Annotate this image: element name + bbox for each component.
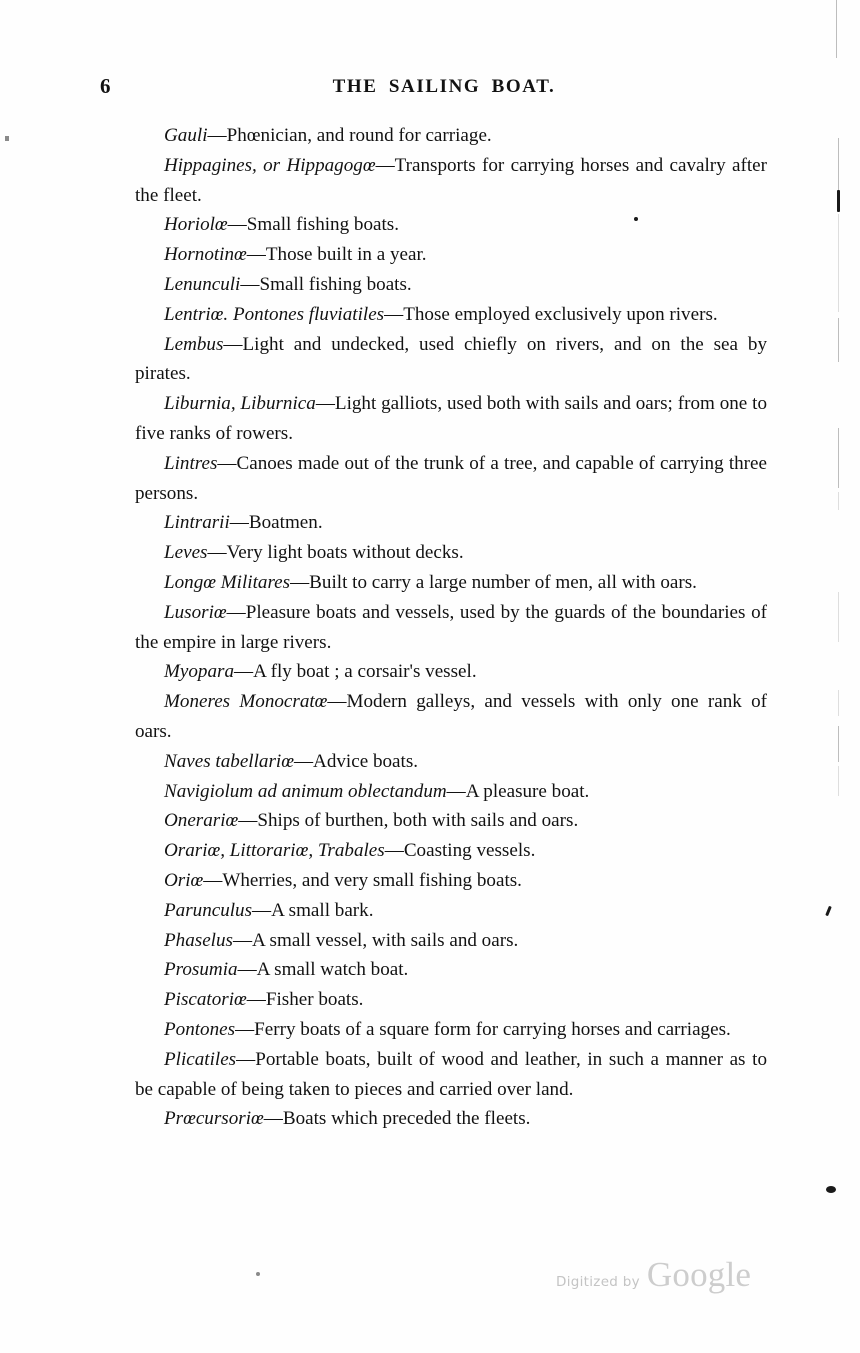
scan-tick-artifact — [825, 906, 832, 916]
scan-blob-artifact — [826, 1186, 836, 1193]
entry-term: Lintres — [164, 452, 218, 474]
dictionary-entry — [135, 836, 767, 866]
entry-definition: —A pleasure boat. — [446, 780, 590, 802]
entry-term: Orariœ, Littorariœ, Trabales — [164, 840, 385, 862]
scan-speck-artifact — [837, 190, 840, 212]
entry-term: Piscatoriœ — [164, 989, 247, 1011]
entry-term: Pontones — [164, 1018, 236, 1040]
entry-definition: —Those built in a year. — [246, 244, 427, 266]
entry-definition: —A small bark. — [252, 899, 374, 921]
body-text — [135, 121, 767, 1134]
scan-speck-artifact — [634, 217, 638, 221]
entry-definition: —Pleasure boats and vessels, used by the guards of the boundaries of the empire in large rivers. — [135, 601, 767, 653]
entry-term: Horiolœ — [164, 214, 228, 236]
scan-edge-artifact — [838, 138, 839, 190]
entry-term: Phaselus — [164, 929, 233, 951]
dictionary-entry — [135, 270, 767, 300]
entry-term: Lenunculi — [164, 273, 241, 295]
entry-term: Plicatiles — [164, 1048, 237, 1070]
entry-term: Navigiolum ad animum oblectandum — [164, 780, 447, 802]
page-number: 6 — [100, 74, 111, 98]
dictionary-entry — [135, 687, 767, 747]
scan-speck-artifact — [5, 136, 9, 141]
entry-definition: —Those employed exclusively upon rivers. — [384, 303, 718, 325]
entry-definition: —Coasting vessels. — [384, 840, 536, 862]
entry-definition: —Portable boats, built of wood and leather, in such a manner as to be capable of being taken to pieces and carried over land. — [135, 1048, 767, 1100]
entry-term: Hornotinœ — [164, 244, 247, 266]
scan-edge-artifact — [838, 318, 839, 362]
running-title: THE SAILING BOAT. — [332, 76, 556, 97]
entry-definition: —A small vessel, with sails and oars. — [232, 929, 519, 951]
dictionary-entry — [135, 1015, 767, 1045]
entry-term: Liburnia, Liburnica — [164, 393, 316, 415]
entry-term: Longœ Militares — [164, 571, 291, 593]
dictionary-entry — [135, 777, 767, 807]
entry-term: Parunculus — [164, 899, 253, 921]
running-head — [100, 74, 770, 104]
entry-term: Lembus — [164, 333, 224, 355]
dictionary-entry — [135, 330, 767, 390]
entry-term: Prœcursoriœ — [164, 1108, 264, 1130]
dictionary-entry — [135, 747, 767, 777]
entry-definition: —Wherries, and very small fishing boats. — [203, 869, 522, 891]
entry-definition: —Boats which preceded the fleets. — [263, 1108, 531, 1130]
dictionary-entry — [135, 926, 767, 956]
entry-definition: —Canoes made out of the trunk of a tree, and capable of carrying three persons. — [135, 452, 767, 504]
entry-definition: —Light and undecked, used chiefly on rivers, and on the sea by pirates. — [135, 333, 767, 385]
entry-definition: —Ships of burthen, both with sails and oars. — [238, 810, 579, 832]
entry-term: Lentriœ. Pontones fluviatiles — [164, 303, 385, 325]
scan-edge-artifact — [838, 766, 839, 796]
dictionary-entry — [135, 151, 767, 211]
entry-definition: —Ferry boats of a square form for carrying horses and carriages. — [235, 1018, 731, 1040]
entry-term: Onerariœ — [164, 810, 239, 832]
entry-term: Myopara — [164, 661, 234, 683]
entry-definition: —Built to carry a large number of men, all with oars. — [290, 571, 697, 593]
entry-term: Hippagines, or Hippagogœ — [164, 154, 376, 176]
dictionary-entry — [135, 955, 767, 985]
dictionary-entry — [135, 210, 767, 240]
watermark-prefix: Digitized by — [556, 1274, 640, 1290]
dictionary-entry — [135, 985, 767, 1015]
entry-definition: —A fly boat ; a corsair's vessel. — [234, 661, 477, 683]
scan-edge-artifact — [838, 726, 839, 762]
entry-definition: —Fisher boats. — [246, 989, 364, 1011]
entry-term: Naves tabellariœ — [164, 750, 294, 772]
dictionary-entry — [135, 598, 767, 658]
entry-definition: —Light galliots, used both with sails and oars; from one to five ranks of rowers. — [135, 393, 767, 444]
entry-definition: —A small watch boat. — [237, 959, 409, 981]
dictionary-entry — [135, 806, 767, 836]
scan-speck-artifact — [256, 1272, 260, 1276]
entry-definition: —Boatmen. — [229, 512, 323, 534]
scan-edge-artifact — [838, 492, 839, 510]
entry-term: Gauli — [164, 125, 208, 146]
dictionary-entry — [135, 568, 767, 598]
scan-edge-artifact — [838, 428, 839, 488]
entry-term: Prosumia — [164, 959, 238, 981]
scan-edge-artifact — [836, 0, 837, 58]
dictionary-entry — [135, 1045, 767, 1105]
dictionary-entry — [135, 657, 767, 687]
entry-term: Leves — [164, 542, 208, 564]
entry-definition: —Very light boats without decks. — [207, 542, 464, 564]
entry-definition: —Modern galleys, and vessels with only one rank of oars. — [135, 691, 767, 742]
dictionary-entry — [135, 449, 767, 509]
dictionary-entry — [135, 1104, 767, 1134]
dictionary-entry — [135, 240, 767, 270]
entry-definition: —Small fishing boats. — [227, 214, 399, 236]
scan-edge-artifact — [838, 214, 839, 312]
scan-edge-artifact — [838, 592, 839, 642]
dictionary-entry — [135, 866, 767, 896]
entry-term: Lintrarii — [164, 512, 230, 534]
entry-term: Moneres Monocratœ — [164, 691, 328, 713]
dictionary-entry — [135, 508, 767, 538]
entry-definition: —Small fishing boats. — [240, 273, 412, 295]
dictionary-entry — [135, 389, 767, 449]
scan-edge-artifact — [838, 690, 839, 716]
dictionary-entry — [135, 121, 767, 151]
dictionary-entry — [135, 538, 767, 568]
dictionary-entry — [135, 300, 767, 330]
digitized-by-google-watermark — [556, 1255, 751, 1295]
entry-term: Lusoriœ — [164, 601, 227, 623]
entry-definition: —Transports for carrying horses and cavalry after the fleet. — [135, 154, 767, 206]
dictionary-entry — [135, 896, 767, 926]
entry-definition: —Advice boats. — [293, 750, 419, 772]
entry-term: Oriœ — [164, 869, 204, 891]
entry-definition: —Phœnician, and round for carriage. — [207, 125, 492, 146]
watermark-brand: Google — [646, 1255, 752, 1294]
